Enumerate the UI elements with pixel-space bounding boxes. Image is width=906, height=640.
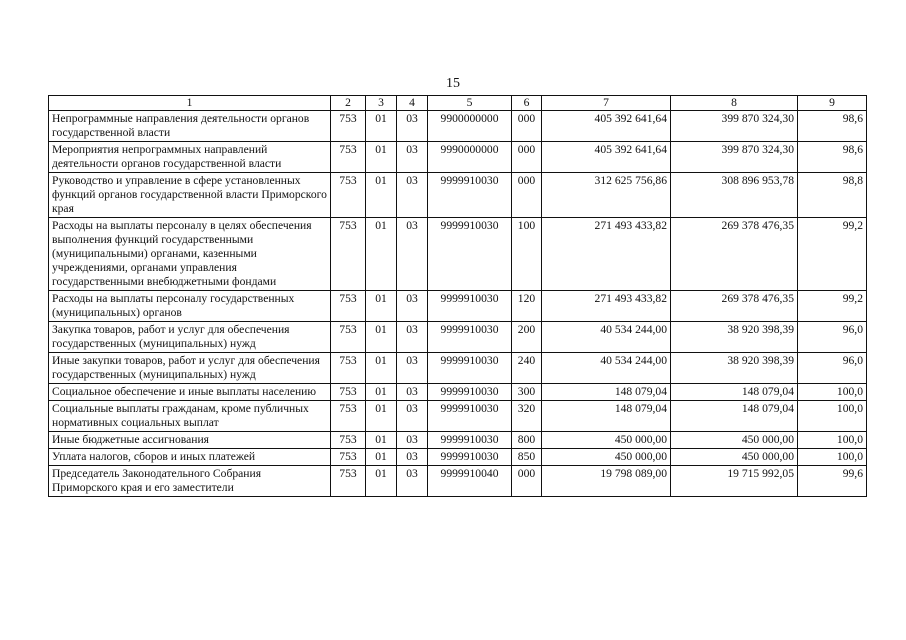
expense-type-cell: 320 xyxy=(512,401,542,432)
expense-type-cell: 100 xyxy=(512,218,542,291)
executed-amount-cell: 308 896 953,78 xyxy=(671,173,798,218)
target-article-cell: 9900000000 xyxy=(428,111,512,142)
section-code-cell: 01 xyxy=(366,466,397,497)
execution-percent-cell: 96,0 xyxy=(798,353,867,384)
table-row xyxy=(49,466,867,497)
planned-amount-cell: 405 392 641,64 xyxy=(542,111,671,142)
executed-amount-cell: 38 920 398,39 xyxy=(671,353,798,384)
column-header: 9 xyxy=(798,96,867,111)
row-name-cell: Расходы на выплаты персоналу в целях обеспечения выполнения функций государственными (муниципальными) органами, казенными учреждениями, органами управления государственными внебюджетными фондами xyxy=(49,218,331,291)
table-row xyxy=(49,142,867,173)
planned-amount-cell: 271 493 433,82 xyxy=(542,291,671,322)
table-row xyxy=(49,432,867,449)
table-row xyxy=(49,449,867,466)
column-header: 2 xyxy=(331,96,366,111)
ministry-code-cell: 753 xyxy=(331,173,366,218)
subsection-code-cell: 03 xyxy=(397,401,428,432)
planned-amount-cell: 405 392 641,64 xyxy=(542,142,671,173)
row-name-cell: Расходы на выплаты персоналу государственных (муниципальных) органов xyxy=(49,291,331,322)
target-article-cell: 9999910030 xyxy=(428,218,512,291)
section-code-cell: 01 xyxy=(366,353,397,384)
section-code-cell: 01 xyxy=(366,449,397,466)
subsection-code-cell: 03 xyxy=(397,384,428,401)
section-code-cell: 01 xyxy=(366,291,397,322)
table-row xyxy=(49,173,867,218)
expense-type-cell: 000 xyxy=(512,142,542,173)
executed-amount-cell: 399 870 324,30 xyxy=(671,142,798,173)
execution-percent-cell: 99,2 xyxy=(798,218,867,291)
executed-amount-cell: 450 000,00 xyxy=(671,432,798,449)
planned-amount-cell: 148 079,04 xyxy=(542,401,671,432)
table-row xyxy=(49,322,867,353)
subsection-code-cell: 03 xyxy=(397,432,428,449)
executed-amount-cell: 148 079,04 xyxy=(671,401,798,432)
section-code-cell: 01 xyxy=(366,173,397,218)
subsection-code-cell: 03 xyxy=(397,173,428,218)
target-article-cell: 9999910030 xyxy=(428,384,512,401)
section-code-cell: 01 xyxy=(366,384,397,401)
execution-percent-cell: 100,0 xyxy=(798,432,867,449)
row-name-cell: Непрограммные направления деятельности органов государственной власти xyxy=(49,111,331,142)
executed-amount-cell: 148 079,04 xyxy=(671,384,798,401)
target-article-cell: 9999910030 xyxy=(428,322,512,353)
execution-percent-cell: 96,0 xyxy=(798,322,867,353)
execution-percent-cell: 100,0 xyxy=(798,449,867,466)
table-row xyxy=(49,353,867,384)
execution-percent-cell: 98,6 xyxy=(798,111,867,142)
subsection-code-cell: 03 xyxy=(397,449,428,466)
executed-amount-cell: 450 000,00 xyxy=(671,449,798,466)
ministry-code-cell: 753 xyxy=(331,218,366,291)
target-article-cell: 9999910030 xyxy=(428,291,512,322)
column-header: 4 xyxy=(397,96,428,111)
executed-amount-cell: 38 920 398,39 xyxy=(671,322,798,353)
expense-type-cell: 120 xyxy=(512,291,542,322)
executed-amount-cell: 399 870 324,30 xyxy=(671,111,798,142)
execution-percent-cell: 98,8 xyxy=(798,173,867,218)
table-row xyxy=(49,218,867,291)
planned-amount-cell: 450 000,00 xyxy=(542,432,671,449)
expense-type-cell: 800 xyxy=(512,432,542,449)
ministry-code-cell: 753 xyxy=(331,466,366,497)
expense-type-cell: 240 xyxy=(512,353,542,384)
ministry-code-cell: 753 xyxy=(331,401,366,432)
ministry-code-cell: 753 xyxy=(331,449,366,466)
section-code-cell: 01 xyxy=(366,111,397,142)
target-article-cell: 9999910030 xyxy=(428,173,512,218)
column-header: 5 xyxy=(428,96,512,111)
target-article-cell: 9999910030 xyxy=(428,449,512,466)
execution-percent-cell: 99,2 xyxy=(798,291,867,322)
target-article-cell: 9999910030 xyxy=(428,432,512,449)
subsection-code-cell: 03 xyxy=(397,291,428,322)
page-number: 15 xyxy=(446,76,460,91)
executed-amount-cell: 19 715 992,05 xyxy=(671,466,798,497)
header-row xyxy=(49,96,867,111)
section-code-cell: 01 xyxy=(366,218,397,291)
target-article-cell: 9999910040 xyxy=(428,466,512,497)
row-name-cell: Иные бюджетные ассигнования xyxy=(49,432,331,449)
row-name-cell: Мероприятия непрограммных направлений деятельности органов государственной власти xyxy=(49,142,331,173)
table-row xyxy=(49,384,867,401)
target-article-cell: 9999910030 xyxy=(428,401,512,432)
ministry-code-cell: 753 xyxy=(331,291,366,322)
executed-amount-cell: 269 378 476,35 xyxy=(671,218,798,291)
row-name-cell: Руководство и управление в сфере установленных функций органов государственной власти Приморского края xyxy=(49,173,331,218)
expense-type-cell: 000 xyxy=(512,111,542,142)
expense-type-cell: 850 xyxy=(512,449,542,466)
column-header: 7 xyxy=(542,96,671,111)
subsection-code-cell: 03 xyxy=(397,466,428,497)
expense-type-cell: 000 xyxy=(512,466,542,497)
ministry-code-cell: 753 xyxy=(331,384,366,401)
row-name-cell: Социальные выплаты гражданам, кроме публичных нормативных социальных выплат xyxy=(49,401,331,432)
ministry-code-cell: 753 xyxy=(331,111,366,142)
ministry-code-cell: 753 xyxy=(331,353,366,384)
expense-type-cell: 200 xyxy=(512,322,542,353)
execution-percent-cell: 100,0 xyxy=(798,401,867,432)
planned-amount-cell: 40 534 244,00 xyxy=(542,322,671,353)
target-article-cell: 9999910030 xyxy=(428,353,512,384)
table-body xyxy=(49,111,867,497)
row-name-cell: Уплата налогов, сборов и иных платежей xyxy=(49,449,331,466)
ministry-code-cell: 753 xyxy=(331,322,366,353)
planned-amount-cell: 312 625 756,86 xyxy=(542,173,671,218)
column-header: 8 xyxy=(671,96,798,111)
section-code-cell: 01 xyxy=(366,432,397,449)
column-header: 1 xyxy=(49,96,331,111)
execution-percent-cell: 98,6 xyxy=(798,142,867,173)
row-name-cell: Иные закупки товаров, работ и услуг для обеспечения государственных (муниципальных) нужд xyxy=(49,353,331,384)
subsection-code-cell: 03 xyxy=(397,142,428,173)
expense-type-cell: 000 xyxy=(512,173,542,218)
subsection-code-cell: 03 xyxy=(397,322,428,353)
row-name-cell: Социальное обеспечение и иные выплаты населению xyxy=(49,384,331,401)
execution-percent-cell: 100,0 xyxy=(798,384,867,401)
planned-amount-cell: 271 493 433,82 xyxy=(542,218,671,291)
execution-percent-cell: 99,6 xyxy=(798,466,867,497)
planned-amount-cell: 40 534 244,00 xyxy=(542,353,671,384)
section-code-cell: 01 xyxy=(366,322,397,353)
table-row xyxy=(49,111,867,142)
subsection-code-cell: 03 xyxy=(397,111,428,142)
section-code-cell: 01 xyxy=(366,401,397,432)
row-name-cell: Закупка товаров, работ и услуг для обеспечения государственных (муниципальных) нужд xyxy=(49,322,331,353)
ministry-code-cell: 753 xyxy=(331,142,366,173)
column-header: 3 xyxy=(366,96,397,111)
table-row xyxy=(49,291,867,322)
planned-amount-cell: 450 000,00 xyxy=(542,449,671,466)
executed-amount-cell: 269 378 476,35 xyxy=(671,291,798,322)
budget-table xyxy=(48,95,867,497)
subsection-code-cell: 03 xyxy=(397,353,428,384)
column-header: 6 xyxy=(512,96,542,111)
subsection-code-cell: 03 xyxy=(397,218,428,291)
target-article-cell: 9990000000 xyxy=(428,142,512,173)
ministry-code-cell: 753 xyxy=(331,432,366,449)
expense-type-cell: 300 xyxy=(512,384,542,401)
table-row xyxy=(49,401,867,432)
section-code-cell: 01 xyxy=(366,142,397,173)
row-name-cell: Председатель Законодательного Собрания Приморского края и его заместители xyxy=(49,466,331,497)
planned-amount-cell: 19 798 089,00 xyxy=(542,466,671,497)
planned-amount-cell: 148 079,04 xyxy=(542,384,671,401)
